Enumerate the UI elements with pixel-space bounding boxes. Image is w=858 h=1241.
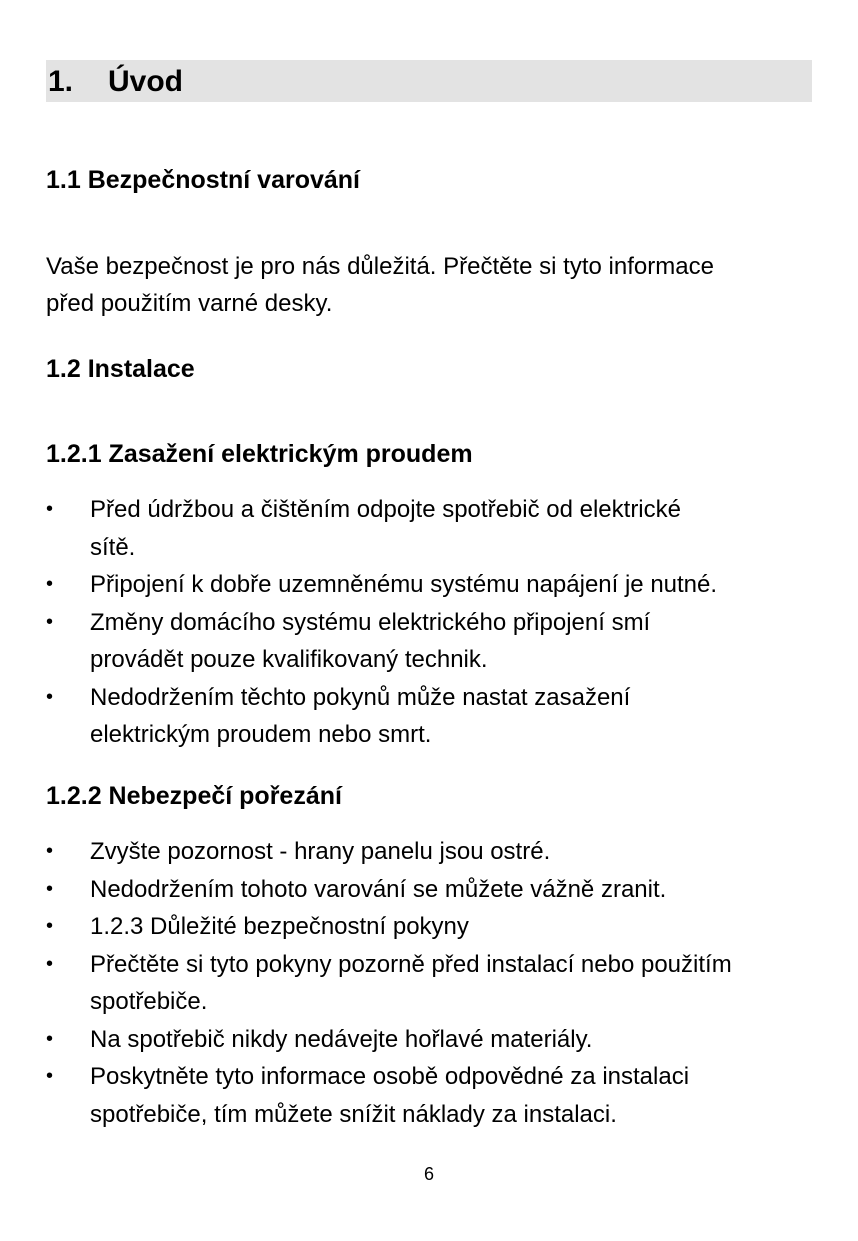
- chapter-number: 1.: [48, 65, 74, 98]
- bullet-icon: •: [46, 952, 54, 975]
- list-item: [0, 908, 820, 946]
- safety-intro-line: před použitím varné desky.: [46, 290, 333, 317]
- list-item-line: Zvyšte pozornost - hrany panelu jsou ostré.: [90, 838, 551, 865]
- bullet-icon: •: [46, 915, 54, 937]
- safety-intro-paragraph: [46, 248, 826, 322]
- list-item-line: sítě.: [90, 533, 136, 561]
- list-item: [0, 871, 820, 909]
- list-item-line: Na spotřebič nikdy nedávejte hořlavé materiály.: [90, 1025, 593, 1053]
- subsection-heading-cut-hazard: 1.2.2 Nebezpečí pořezání: [46, 782, 342, 810]
- list-item-line: spotřebiče.: [90, 988, 208, 1015]
- bullet-icon: •: [46, 877, 54, 900]
- list-item-line: 1.2.3 Důležité bezpečnostní pokyny: [90, 913, 469, 940]
- section-heading-installation: 1.2 Instalace: [46, 355, 195, 383]
- bullet-icon: •: [46, 840, 54, 862]
- subsection-heading-electric-shock: 1.2.1 Zasažení elektrickým proudem: [46, 440, 473, 468]
- list-item-line: Připojení k dobře uzemněnému systému napájení je nutné.: [90, 571, 718, 598]
- list-item: [0, 1021, 820, 1059]
- list-item: [0, 604, 820, 679]
- list-item: [0, 946, 820, 1021]
- list-item: [0, 679, 820, 754]
- list-item: [0, 833, 820, 871]
- bullet-icon: •: [46, 573, 54, 595]
- list-item-line: provádět pouze kvalifikovaný technik.: [90, 646, 488, 673]
- chapter-title: Úvod: [108, 65, 183, 98]
- list-item-line: elektrickým proudem nebo smrt.: [90, 721, 432, 748]
- list-item-line: Nedodržením těchto pokynů může nastat zasažení: [90, 683, 631, 711]
- list-item-line: spotřebiče, tím můžete snížit náklady za instalaci.: [90, 1100, 617, 1128]
- list-item: [0, 491, 820, 566]
- page-number: 6: [423, 1164, 434, 1184]
- list-item-line: Před údržbou a čištěním odpojte spotřebič od elektrické: [90, 496, 681, 523]
- safety-intro-line: Vaše bezpečnost je pro nás důležitá. Přečtěte si tyto informace: [46, 253, 714, 280]
- list-item: [0, 1058, 820, 1133]
- list-item-line: Změny domácího systému elektrického připojení smí: [90, 608, 651, 636]
- bullet-icon: •: [46, 1065, 54, 1087]
- cut-hazard-list: [0, 833, 858, 1133]
- list-item: [0, 566, 820, 604]
- bullet-icon: •: [46, 685, 54, 708]
- section-heading-safety-warnings: 1.1 Bezpečnostní varování: [46, 166, 361, 194]
- list-item-line: Poskytněte tyto informace osobě odpovědné za instalaci: [90, 1063, 690, 1090]
- bullet-icon: •: [46, 610, 54, 633]
- list-item-line: Nedodržením tohoto varování se můžete vážně zranit.: [90, 875, 667, 903]
- bullet-icon: •: [46, 498, 54, 520]
- bullet-icon: •: [46, 1027, 54, 1050]
- electric-shock-list: [0, 491, 858, 754]
- list-item-line: Přečtěte si tyto pokyny pozorně před instalací nebo použitím: [90, 950, 732, 978]
